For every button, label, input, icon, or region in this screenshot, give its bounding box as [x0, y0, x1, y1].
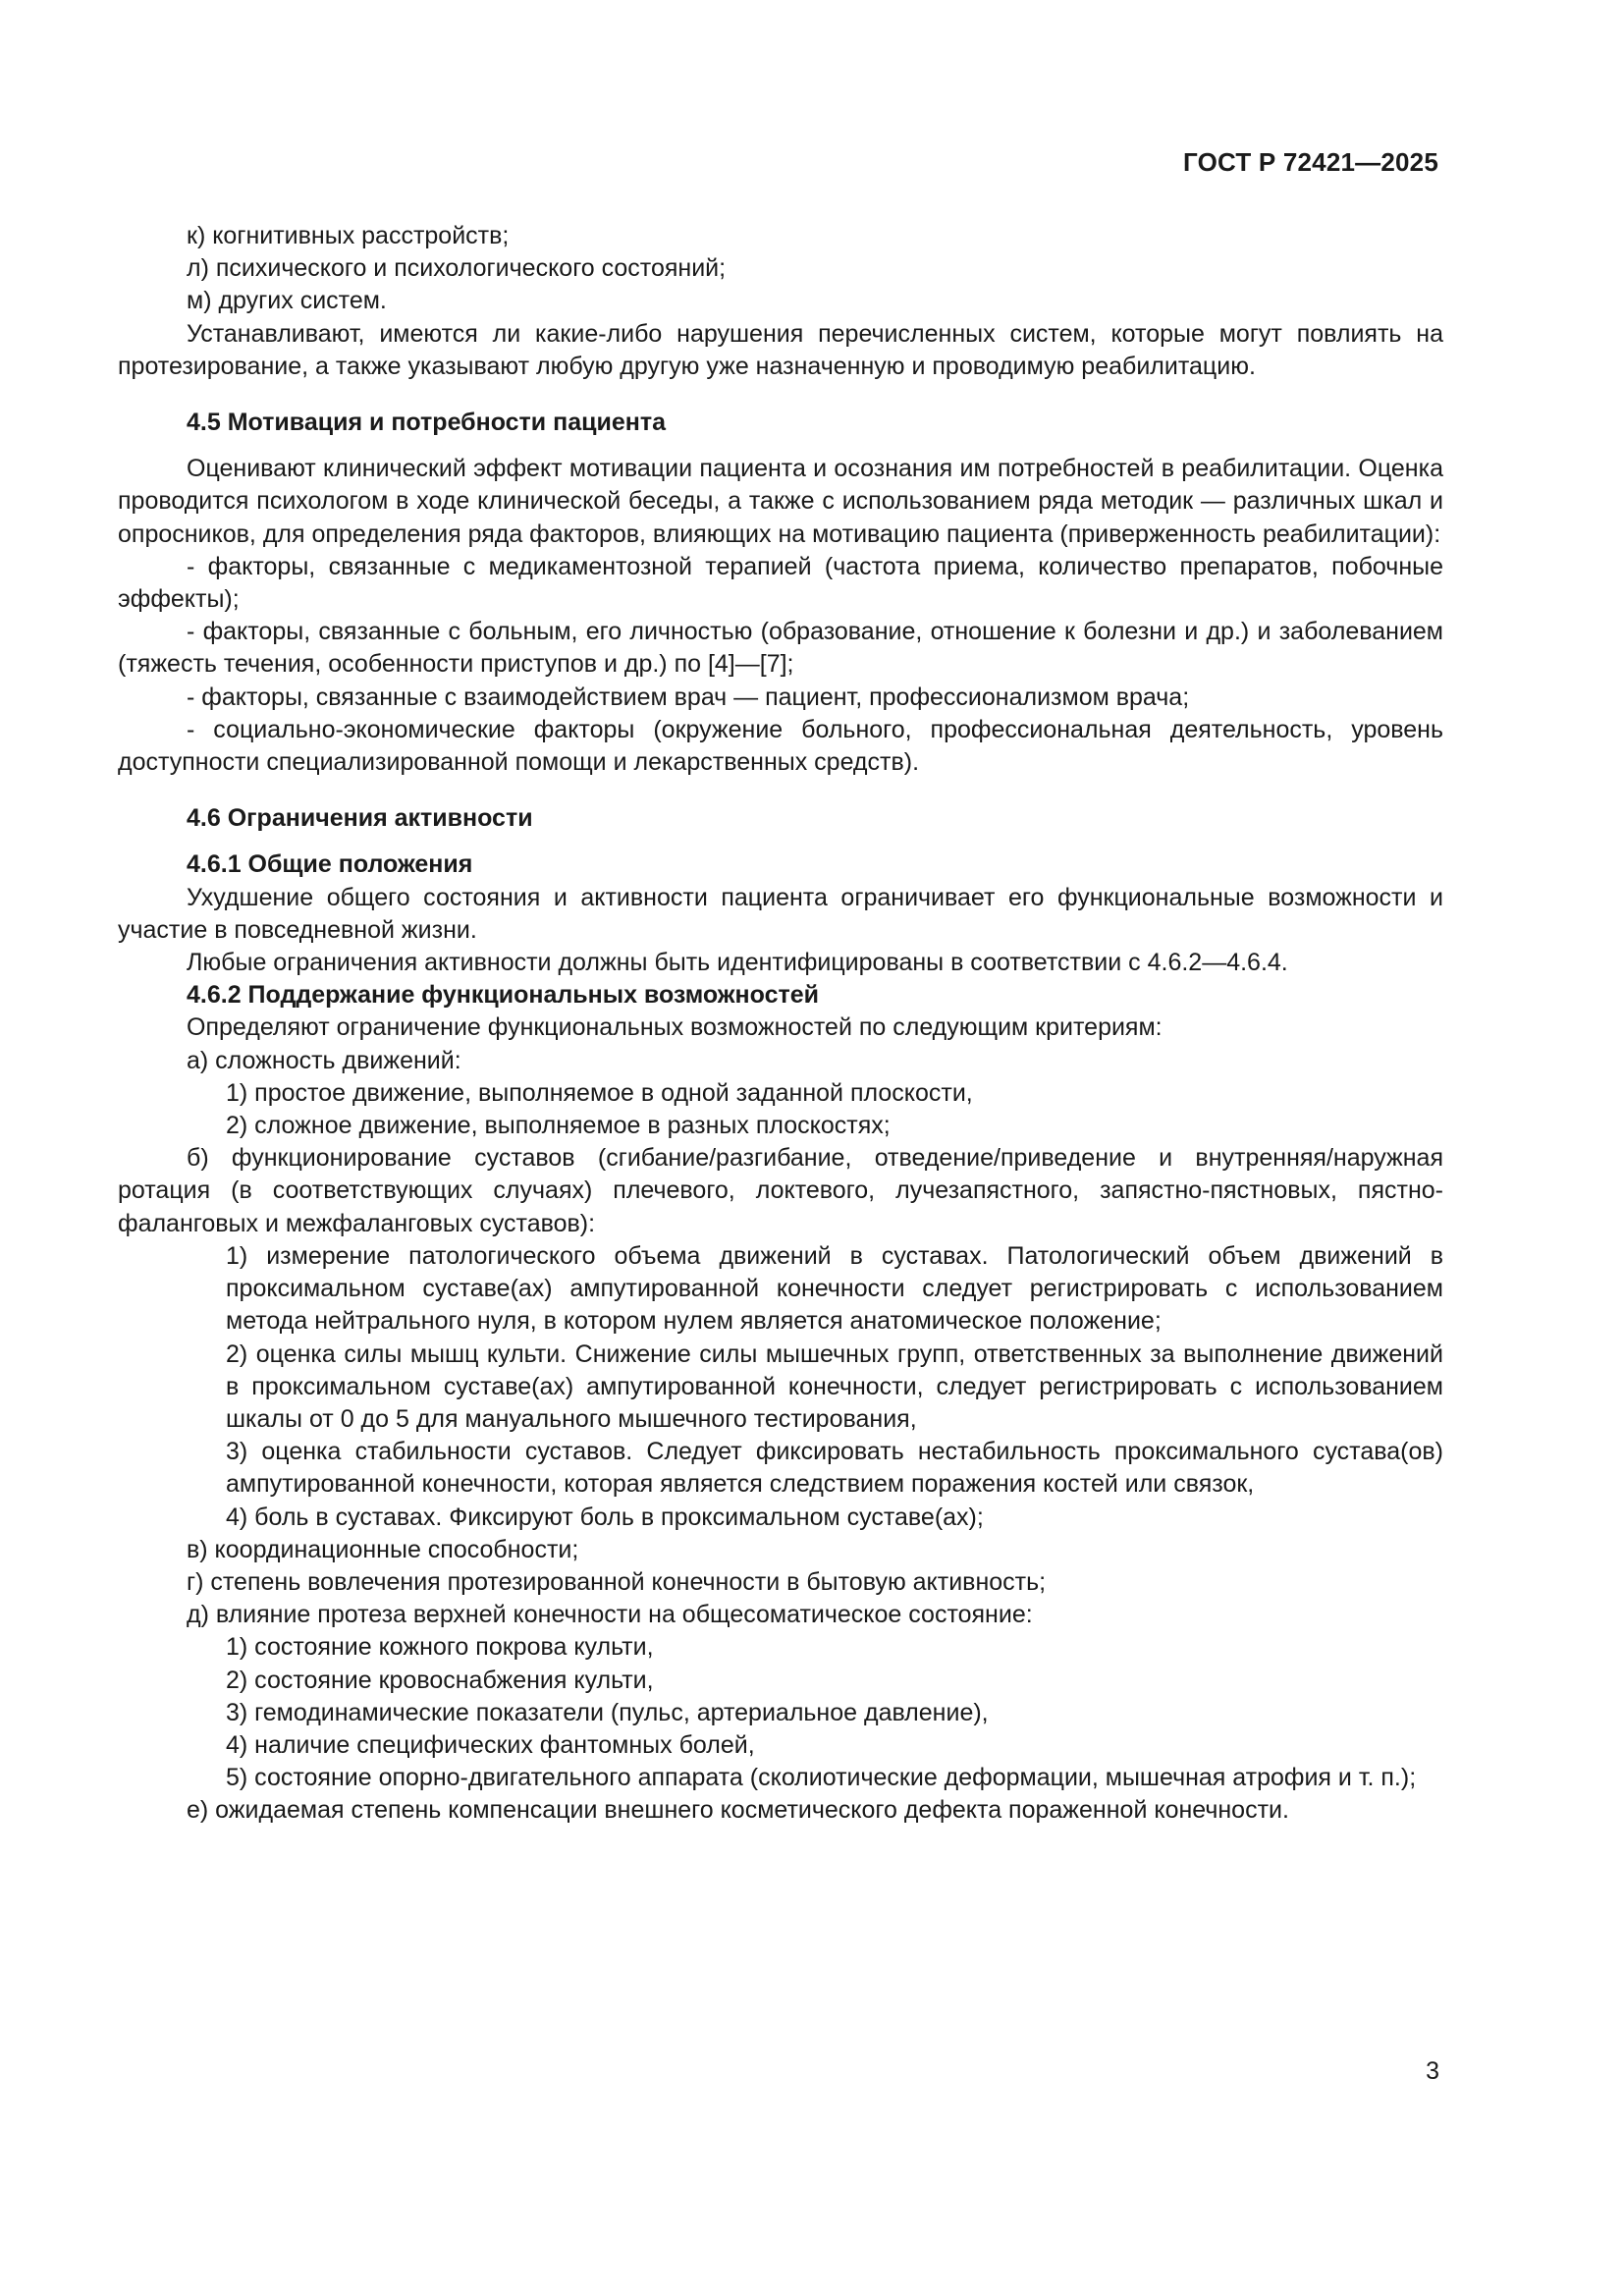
list-item: е) ожидаемая степень компенсации внешнего косметического дефекта пораженной конечности.: [187, 1796, 1289, 1825]
standard-designation: ГОСТ Р 72421—2025: [1183, 147, 1438, 177]
paragraph: Любые ограничения активности должны быть идентифицированы в соответствии с 4.6.2—4.6.4.: [187, 949, 1288, 977]
subsection-heading: 4.6.2 Поддержание функциональных возможностей: [187, 981, 819, 1010]
list-item: - факторы, связанные с медикаментозной терапией (частота приема, количество препаратов, побочные эффекты);: [118, 552, 1443, 614]
list-item: - факторы, связанные с больным, его личностью (образование, отношение к болезни и др.) и заболеванием (тяжесть течения, особенности приступов и др.) по [4]—[7];: [118, 618, 1443, 679]
list-item: д) влияние протеза верхней конечности на общесоматическое состояние:: [187, 1601, 1033, 1629]
list-item: л) психического и психологического состояний;: [187, 254, 727, 283]
paragraph: Устанавливают, имеются ли какие-либо нарушения перечисленных систем, которые могут повлиять на протезирование, а также указывают любую другую уже назначенную и проводимую реабилитацию.: [118, 319, 1443, 380]
page-number: 3: [1426, 2057, 1439, 2085]
list-item: 2) оценка силы мышц культи. Снижение силы мышечных групп, ответственных за выполнение движений в проксимальном суставе(ах) ампутированной конечности, следует регистрировать с использованием шкалы от 0 до 5 для мануального мышечного тестирования,: [226, 1339, 1443, 1433]
list-item: м) других систем.: [187, 287, 387, 315]
list-item: а) сложность движений:: [187, 1046, 461, 1074]
list-item: 1) измерение патологического объема движений в суставах. Патологический объем движений в проксимальном суставе(ах) ампутированной конечности следует регистрировать с использованием метода нейтрального нуля, в котором нулем является анатомическое положение;: [226, 1241, 1443, 1336]
list-item: 4) наличие специфических фантомных болей,: [226, 1730, 755, 1759]
list-item: к) когнитивных расстройств;: [187, 222, 510, 249]
list-item: 3) гемодинамические показатели (пульс, артериальное давление),: [226, 1698, 989, 1726]
list-item: 1) состояние кожного покрова культи,: [226, 1633, 654, 1662]
section-heading: 4.6 Ограничения активности: [187, 804, 533, 833]
document-body: [118, 220, 1443, 1828]
subsection-heading: 4.6.1 Общие положения: [187, 850, 473, 879]
paragraph: Определяют ограничение функциональных возможностей по следующим критериям:: [187, 1013, 1163, 1042]
list-item: 4) боль в суставах. Фиксируют боль в проксимальном суставе(ах);: [226, 1503, 984, 1531]
list-item: 3) оценка стабильности суставов. Следует фиксировать нестабильность проксимального сустава(ов) ампутированной конечности, которая является следствием поражения костей или связок,: [226, 1438, 1443, 1499]
list-item: б) функционирование суставов (сгибание/разгибание, отведение/приведение и внутренняя/наружная ротация (в соответствующих случаях) плечевого, локтевого, лучезапястного, запястно-пястновых, пястно-фаланговых и межфаланговых суставов):: [118, 1144, 1443, 1237]
section-heading: 4.5 Мотивация и потребности пациента: [187, 409, 666, 437]
paragraph: Оценивают клинический эффект мотивации пациента и осознания им потребностей в реабилитации. Оценка проводится психологом в ходе клинической беседы, а также с использованием ряда методик — различных шкал и опросников, для определения ряда факторов, влияющих на мотивацию пациента (приверженность реабилитации):: [118, 455, 1443, 548]
list-item: - социально-экономические факторы (окружение больного, профессиональная деятельность, уровень доступности специализированной помощи и лекарственных средств).: [118, 715, 1443, 777]
list-item: - факторы, связанные с взаимодействием врач — пациент, профессионализмом врача;: [187, 683, 1190, 711]
list-item: г) степень вовлечения протезированной конечности в бытовую активность;: [187, 1567, 1047, 1596]
list-item: 1) простое движение, выполняемое в одной заданной плоскости,: [226, 1078, 973, 1107]
list-item: 2) сложное движение, выполняемое в разных плоскостях;: [226, 1112, 891, 1140]
list-item: в) координационные способности;: [187, 1535, 579, 1563]
list-item: 2) состояние кровоснабжения культи,: [226, 1666, 654, 1694]
list-item: 5) состояние опорно-двигательного аппарата (сколиотические деформации, мышечная атрофия и т. п.);: [226, 1764, 1417, 1792]
paragraph: Ухудшение общего состояния и активности пациента ограничивает его функциональные возможности и участие в повседневной жизни.: [118, 883, 1443, 944]
